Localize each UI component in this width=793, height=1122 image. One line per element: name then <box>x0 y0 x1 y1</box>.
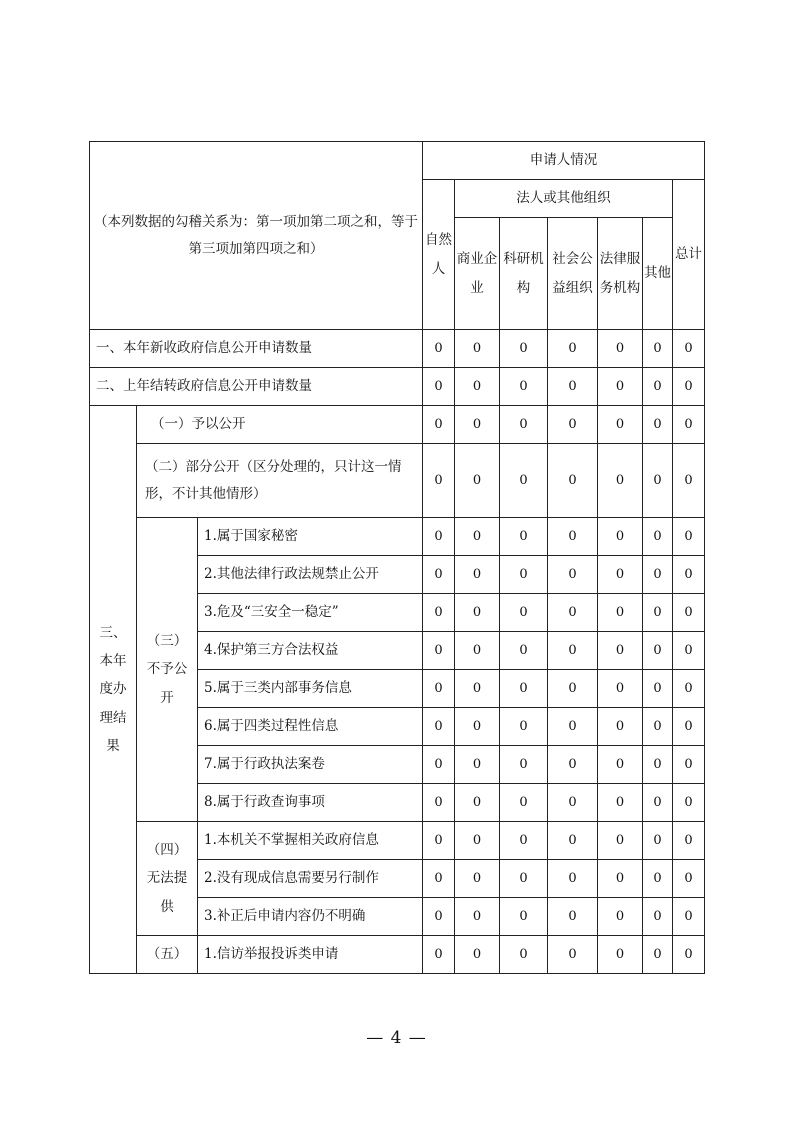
row-label: 2.其他法律行政法规禁止公开 <box>198 556 423 594</box>
cell-value: 0 <box>548 898 598 936</box>
header-legal-group: 法人或其他组织 <box>455 180 673 218</box>
group-cannot-provide: （四）无法提供 <box>137 822 198 936</box>
cell-value: 0 <box>548 368 598 406</box>
cell-value: 0 <box>455 406 500 444</box>
cell-value: 0 <box>455 518 500 556</box>
cell-value: 0 <box>598 632 643 670</box>
cell-value: 0 <box>673 368 705 406</box>
cell-value: 0 <box>455 708 500 746</box>
cell-value: 0 <box>643 670 673 708</box>
row-label: 二、上年结转政府信息公开申请数量 <box>90 368 423 406</box>
cell-value: 0 <box>500 860 548 898</box>
cell-value: 0 <box>423 632 455 670</box>
cell-value: 0 <box>423 444 455 518</box>
cell-value: 0 <box>598 936 643 974</box>
header-research: 科研机构 <box>500 218 548 330</box>
cell-value: 0 <box>643 936 673 974</box>
cell-value: 0 <box>643 594 673 632</box>
cell-value: 0 <box>643 368 673 406</box>
cell-value: 0 <box>500 746 548 784</box>
cell-value: 0 <box>548 784 598 822</box>
cell-value: 0 <box>673 330 705 368</box>
cell-value: 0 <box>598 708 643 746</box>
cell-value: 0 <box>500 822 548 860</box>
row-label: 2.没有现成信息需要另行制作 <box>198 860 423 898</box>
cell-value: 0 <box>548 632 598 670</box>
header-legal-service: 法律服务机构 <box>598 218 643 330</box>
cell-value: 0 <box>548 594 598 632</box>
cell-value: 0 <box>423 330 455 368</box>
cell-value: 0 <box>548 444 598 518</box>
cell-value: 0 <box>423 594 455 632</box>
cell-value: 0 <box>673 444 705 518</box>
cell-value: 0 <box>423 822 455 860</box>
cell-value: 0 <box>423 746 455 784</box>
cell-value: 0 <box>643 518 673 556</box>
table-row <box>90 518 705 556</box>
table-row <box>90 330 705 368</box>
header-natural-person: 自然人 <box>423 180 455 330</box>
cell-value: 0 <box>673 670 705 708</box>
cell-value: 0 <box>598 670 643 708</box>
header-applicant-situation: 申请人情况 <box>423 142 705 180</box>
table-row <box>90 368 705 406</box>
cell-value: 0 <box>643 444 673 518</box>
cell-value: 0 <box>500 708 548 746</box>
cell-value: 0 <box>548 860 598 898</box>
row-label: 1.本机关不掌握相关政府信息 <box>198 822 423 860</box>
row-label: 一、本年新收政府信息公开申请数量 <box>90 330 423 368</box>
header-total: 总计 <box>673 180 705 330</box>
cell-value: 0 <box>548 822 598 860</box>
cell-value: 0 <box>548 518 598 556</box>
cell-value: 0 <box>548 670 598 708</box>
row-label: 7.属于行政执法案卷 <box>198 746 423 784</box>
cell-value: 0 <box>423 406 455 444</box>
cell-value: 0 <box>548 746 598 784</box>
cell-value: 0 <box>455 784 500 822</box>
row-label: 3.补正后申请内容仍不明确 <box>198 898 423 936</box>
cell-value: 0 <box>500 406 548 444</box>
cell-value: 0 <box>673 632 705 670</box>
cell-value: 0 <box>455 746 500 784</box>
cell-value: 0 <box>598 860 643 898</box>
cell-value: 0 <box>548 708 598 746</box>
cell-value: 0 <box>673 860 705 898</box>
cell-value: 0 <box>500 368 548 406</box>
cell-value: 0 <box>455 368 500 406</box>
cell-value: 0 <box>500 936 548 974</box>
cell-value: 0 <box>500 594 548 632</box>
cell-value: 0 <box>500 518 548 556</box>
cell-value: 0 <box>643 746 673 784</box>
cell-value: 0 <box>423 784 455 822</box>
disclosure-statistics-table <box>89 141 705 974</box>
cell-value: 0 <box>643 330 673 368</box>
row-label: 8.属于行政查询事项 <box>198 784 423 822</box>
cell-value: 0 <box>673 708 705 746</box>
cell-value: 0 <box>673 556 705 594</box>
cell-value: 0 <box>673 822 705 860</box>
cell-value: 0 <box>598 898 643 936</box>
cell-value: 0 <box>455 556 500 594</box>
cell-value: 0 <box>598 822 643 860</box>
cell-value: 0 <box>455 330 500 368</box>
cell-value: 0 <box>455 860 500 898</box>
cell-value: 0 <box>598 330 643 368</box>
cell-value: 0 <box>643 632 673 670</box>
cell-value: 0 <box>598 746 643 784</box>
table-row <box>90 444 705 518</box>
cell-value: 0 <box>500 444 548 518</box>
cell-value: 0 <box>673 594 705 632</box>
cell-value: 0 <box>643 708 673 746</box>
cell-value: 0 <box>455 936 500 974</box>
cell-value: 0 <box>548 330 598 368</box>
group-five-label: （五） <box>137 936 198 974</box>
cell-value: 0 <box>673 406 705 444</box>
cell-value: 0 <box>455 670 500 708</box>
cell-value: 0 <box>548 556 598 594</box>
header-other: 其他 <box>643 218 673 330</box>
cell-value: 0 <box>673 898 705 936</box>
cell-value: 0 <box>500 632 548 670</box>
cell-value: 0 <box>673 936 705 974</box>
group-not-disclosed: （三）不予公开 <box>137 518 198 822</box>
row-label: 5.属于三类内部事务信息 <box>198 670 423 708</box>
cell-value: 0 <box>500 784 548 822</box>
cell-value: 0 <box>673 518 705 556</box>
cell-value: 0 <box>598 368 643 406</box>
page-number: — 4 — <box>366 1028 427 1048</box>
cell-value: 0 <box>643 406 673 444</box>
header-note: （本列数据的勾稽关系为：第一项加第二项之和，等于第三项加第四项之和） <box>90 142 423 330</box>
cell-value: 0 <box>598 556 643 594</box>
cell-value: 0 <box>455 898 500 936</box>
cell-value: 0 <box>673 746 705 784</box>
table-row <box>90 936 705 974</box>
cell-value: 0 <box>423 368 455 406</box>
cell-value: 0 <box>455 444 500 518</box>
table-row <box>90 822 705 860</box>
cell-value: 0 <box>500 330 548 368</box>
row-label: 6.属于四类过程性信息 <box>198 708 423 746</box>
cell-value: 0 <box>598 594 643 632</box>
row-label: （二）部分公开（区分处理的，只计这一情形，不计其他情形） <box>137 444 423 518</box>
cell-value: 0 <box>500 898 548 936</box>
cell-value: 0 <box>673 784 705 822</box>
cell-value: 0 <box>598 784 643 822</box>
row-label: 4.保护第三方合法权益 <box>198 632 423 670</box>
section3-label: 三、本年度办理结果 <box>90 406 137 974</box>
cell-value: 0 <box>548 936 598 974</box>
cell-value: 0 <box>643 898 673 936</box>
cell-value: 0 <box>598 406 643 444</box>
cell-value: 0 <box>643 556 673 594</box>
cell-value: 0 <box>643 784 673 822</box>
row-label: 1.属于国家秘密 <box>198 518 423 556</box>
cell-value: 0 <box>598 518 643 556</box>
cell-value: 0 <box>423 708 455 746</box>
row-label: 3.危及“三安全一稳定” <box>198 594 423 632</box>
cell-value: 0 <box>423 860 455 898</box>
header-social: 社会公益组织 <box>548 218 598 330</box>
cell-value: 0 <box>598 444 643 518</box>
cell-value: 0 <box>548 406 598 444</box>
row-label: （一）予以公开 <box>137 406 423 444</box>
cell-value: 0 <box>423 898 455 936</box>
cell-value: 0 <box>423 518 455 556</box>
header-commercial: 商业企业 <box>455 218 500 330</box>
cell-value: 0 <box>455 594 500 632</box>
table-row <box>90 406 705 444</box>
cell-value: 0 <box>423 936 455 974</box>
cell-value: 0 <box>500 670 548 708</box>
cell-value: 0 <box>423 556 455 594</box>
cell-value: 0 <box>455 632 500 670</box>
cell-value: 0 <box>643 822 673 860</box>
row-label: 1.信访举报投诉类申请 <box>198 936 423 974</box>
cell-value: 0 <box>643 860 673 898</box>
cell-value: 0 <box>423 670 455 708</box>
cell-value: 0 <box>455 822 500 860</box>
cell-value: 0 <box>500 556 548 594</box>
